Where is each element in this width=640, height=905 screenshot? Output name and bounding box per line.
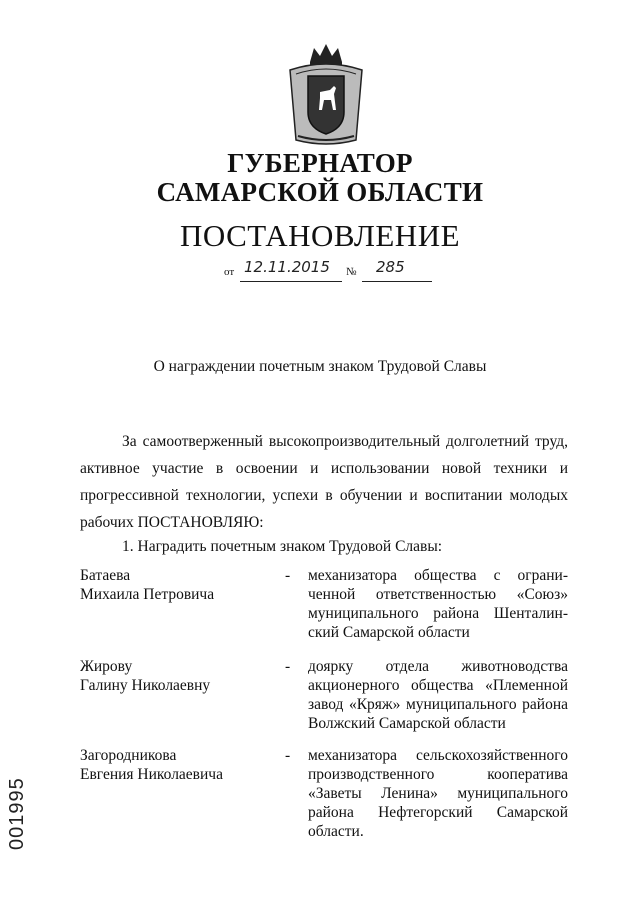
recipient-name bbox=[80, 657, 280, 695]
desc-line: муниципального района Шенталин- bbox=[308, 605, 568, 622]
recipient-surname: Батаева bbox=[80, 567, 131, 584]
number-prefix: № bbox=[346, 266, 357, 278]
recipient-surname: Жирову bbox=[80, 658, 133, 675]
recipient-description bbox=[308, 746, 568, 841]
document-type-title: ПОСТАНОВЛЕНИЕ bbox=[179, 218, 461, 253]
desc-line: «Заветы Ленина» муниципального bbox=[308, 785, 568, 802]
desc-line: производственного кооператива bbox=[308, 766, 568, 783]
recipient-given-names: Галину Николаевну bbox=[80, 677, 211, 694]
entry-dash: - bbox=[285, 747, 291, 764]
handwritten-date: 12.11.2015 bbox=[244, 258, 330, 276]
date-prefix: от bbox=[224, 266, 235, 278]
desc-line: ский Самарской области bbox=[308, 624, 470, 641]
recipient-description bbox=[308, 657, 568, 733]
award-clause: 1. Наградить почетным знаком Трудовой Славы: bbox=[122, 538, 443, 555]
recipient-given-names: Михаила Петровича bbox=[80, 586, 215, 603]
handwritten-number: 285 bbox=[376, 258, 405, 276]
desc-line: доярку отдела животноводства bbox=[308, 658, 568, 675]
desc-line: механизатора сельскохозяйственного bbox=[308, 747, 568, 764]
recipient-surname: Загородникова bbox=[80, 747, 177, 764]
issuer-title-line2: САМАРСКОЙ ОБЛАСТИ bbox=[156, 177, 484, 207]
desc-line: акционерного общества «Племенной bbox=[308, 677, 568, 694]
desc-line: завод «Кряж» муниципального района bbox=[308, 696, 568, 713]
intro-line: активное участие в освоении и использовании новой техники и bbox=[80, 460, 568, 477]
registration-stamp-number: 001995 bbox=[6, 777, 28, 850]
recipient-description bbox=[308, 566, 568, 642]
desc-line: района Нефтегорский Самарской bbox=[308, 804, 568, 821]
desc-line: ченной ответственностью «Союз» bbox=[308, 586, 568, 603]
recipient-given-names: Евгения Николаевича bbox=[80, 766, 223, 783]
desc-line: Волжский Самарской области bbox=[308, 715, 506, 732]
recipient-name bbox=[80, 746, 280, 784]
desc-line: механизатора общества с ограни- bbox=[308, 567, 568, 584]
intro-paragraph bbox=[80, 428, 568, 536]
desc-line: области. bbox=[308, 823, 364, 840]
samara-coat-of-arms-icon bbox=[286, 40, 366, 148]
date-number-line bbox=[218, 258, 458, 286]
recipient-name bbox=[80, 566, 280, 604]
issuer-title-line1: ГУБЕРНАТОР bbox=[227, 148, 413, 178]
entry-dash: - bbox=[285, 567, 291, 584]
intro-line: прогрессивной технологии, успехи в обучении и воспитании молодых bbox=[80, 487, 568, 504]
document-subject: О награждении почетным знаком Трудовой Славы bbox=[153, 358, 487, 375]
intro-line: рабочих ПОСТАНОВЛЯЮ: bbox=[80, 514, 264, 531]
intro-line: За самоотверженный высокопроизводительный долголетний труд, bbox=[122, 433, 568, 450]
entry-dash: - bbox=[285, 658, 291, 675]
